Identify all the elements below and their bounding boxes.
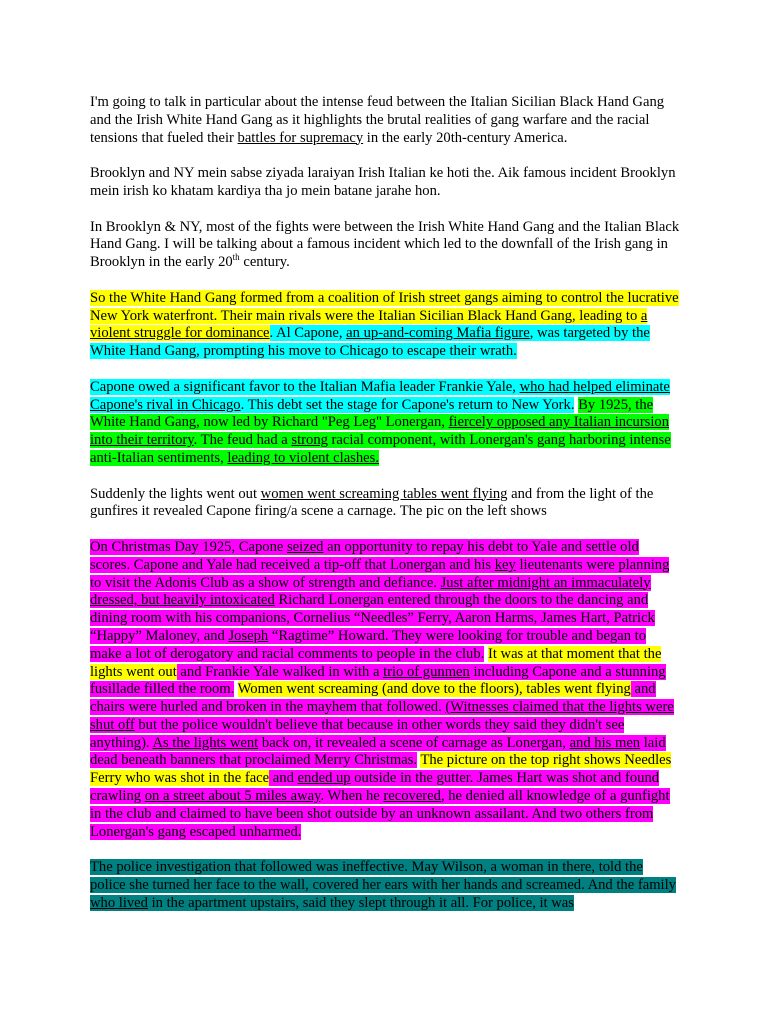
paragraph-christmas-day	[90, 539, 680, 842]
underlined-text: battles for supremacy	[237, 129, 364, 146]
text: lieutenants were planning to visit the Adonis Club as a show of strength and defiance.	[90, 556, 670, 591]
text: in the early 20th-century America.	[363, 129, 568, 146]
underlined-text: key	[494, 556, 516, 573]
underlined-text: Joseph	[228, 627, 269, 644]
underlined-text: leading to violent clashes.	[227, 449, 379, 466]
highlight-yellow: It was at that moment that the lights went out	[90, 645, 662, 680]
text: Suddenly the lights went out	[90, 485, 261, 502]
underlined-text: women went screaming tables went flying	[260, 485, 508, 502]
text: In Brooklyn & NY, most of the fights were between the Irish White Hand Gang and the Italian Black Hand Gang. I will be talking about a famous incident which led to the downfall of the Irish gang in Brooklyn in the early 20	[90, 218, 680, 271]
underlined-text: fiercely opposed any Italian incursion into their territory	[90, 414, 670, 449]
paragraph-urdu: Brooklyn and NY mein sabse ziyada laraiyan Irish Italian ke hoti the. Aik famous incident Brooklyn mein irish ko khatam kardiya tha jo mein batane jarahe hon.	[90, 165, 676, 199]
paragraph-white-hand-gang	[90, 290, 680, 361]
text: . When he	[320, 788, 384, 805]
underlined-text: trio of gunmen	[383, 663, 470, 680]
underlined-text: and his men	[569, 734, 641, 751]
text: Capone owed a significant favor to the Italian Mafia leader Frankie Yale,	[90, 378, 520, 395]
underlined-text: seized	[287, 538, 324, 555]
text: Richard Lonergan entered through the doors to the dancing and dining room with his companions, Cornelius “Needles” Ferry, Aaron Harms, James Hart, Patrick “Happy” Maloney, and	[90, 592, 655, 644]
underlined-text: (Witnesses claimed that the lights were shut off	[90, 699, 674, 733]
text: and chairs were hurled and broken in the mayhem that followed.	[90, 681, 656, 716]
highlight-yellow: The picture on the top right shows Needles Ferry who was shot in the face	[90, 752, 672, 787]
text: , he denied all knowledge of a gunfight in the club and claimed to have been shot outside by an unknown assailant. And two others from Lonergan's gang escaped unharmed.	[90, 788, 670, 840]
underlined-text: who had helped eliminate Capone's rival in Chicago	[90, 378, 670, 413]
underlined-text: recovered	[383, 788, 441, 805]
text: . Al Capone,	[269, 325, 347, 342]
text: but the police wouldn't believe that because in other words they said they didn't see anything).	[90, 716, 625, 751]
text: The police investigation that followed was ineffective. May Wilson, a woman in there, told the police she turned her face to the wall, covered her ears with her hands and screamed. And the family	[90, 859, 676, 894]
underlined-text: on a street about 5 miles away	[144, 788, 321, 805]
underlined-text: a violent struggle for dominance	[90, 307, 648, 342]
text: including Capone and a stunning fusillade filled the room.	[90, 663, 666, 698]
underlined-text: As the lights went	[152, 734, 259, 751]
superscript: th	[232, 252, 240, 263]
text: in the apartment upstairs, said they slept through it all. For police, it was	[147, 894, 574, 911]
highlight-magenta	[90, 539, 669, 662]
text: outside in the gutter. James Hart was shot and found crawling	[90, 770, 660, 805]
paragraph-lights-out	[90, 486, 680, 522]
text: and Frankie Yale walked in with a	[176, 663, 384, 680]
underlined-text: Just after midnight an immaculately dressed, but heavily intoxicated	[90, 574, 651, 609]
text: and from the light of the gunfires it revealed Capone firing/a scene a carnage. The pic on the left shows	[90, 485, 654, 520]
text: laid dead beneath banners that proclaimed Merry Christmas.	[90, 734, 666, 769]
underlined-text: who lived	[90, 894, 148, 911]
text: By 1925, the White Hand Gang, now led by Richard "Peg Leg" Lonergan,	[90, 396, 654, 431]
text: an opportunity to repay his debt to Yale and settle old scores. Capone and Yale had received a tip-off that Lonergan and his	[90, 538, 639, 573]
underlined-text: strong	[291, 432, 328, 449]
text: . The feud had a	[193, 432, 292, 449]
text: So the White Hand Gang formed from a coalition of Irish street gangs aiming to control the lucrative New York waterfront. Their main rivals were the Italian Sicilian Black Hand Gang, leading to	[90, 289, 679, 324]
text: and	[269, 770, 298, 787]
text: century.	[239, 254, 290, 271]
paragraph-intro	[90, 94, 680, 147]
text: racial component, with Lonergan's gang harboring intense anti-Italian sentiments,	[90, 432, 671, 466]
paragraph-capone-favor	[90, 379, 680, 468]
text: . This debt set the stage for Capone's return to New York.	[240, 396, 575, 413]
text: , was targeted by the White Hand Gang, prompting his move to Chicago to escape their wrath.	[90, 325, 650, 360]
paragraph-police-investigation	[90, 859, 680, 912]
text: On Christmas Day 1925, Capone	[90, 538, 287, 555]
document-body	[90, 94, 680, 930]
underlined-text: ended up	[297, 770, 351, 787]
text: I'm going to talk in particular about the intense feud between the Italian Sicilian Black Hand Gang and the Irish White Hand Gang as it highlights the brutal realities of gang warfare and the racial tensions that fueled their	[90, 94, 665, 146]
paragraph-brooklyn	[90, 219, 680, 272]
underlined-text: an up-and-coming Mafia figure	[346, 325, 530, 342]
text: “Ragtime” Howard. They were looking for trouble and began to make a lot of derogatory and racial comments to people in the club.	[90, 627, 647, 662]
highlight-teal	[90, 859, 676, 911]
text: back on, it revealed a scene of carnage as Lonergan,	[258, 734, 570, 751]
highlight-yellow: Women went screaming (and dove to the floors), tables went flying	[237, 681, 631, 698]
